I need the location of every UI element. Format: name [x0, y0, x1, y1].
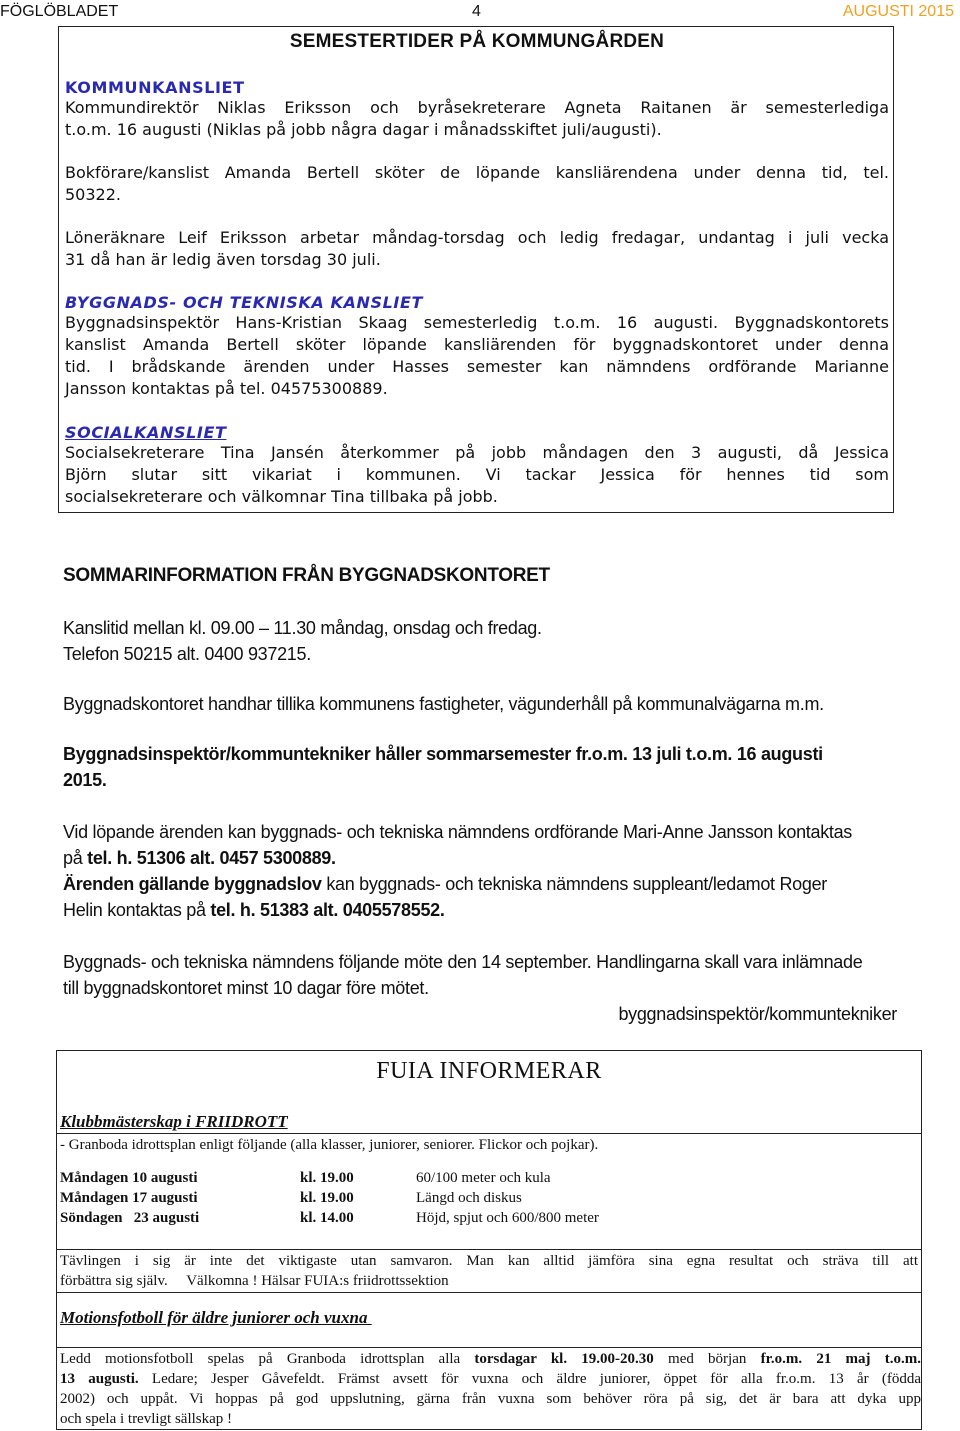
text-line [60, 1369, 921, 1389]
text-line: Vid löpande ärenden kan byggnads- och tekniska nämndens ordförande Mari-Anne Jansson kontaktas [63, 822, 852, 842]
schedule-time: kl. 19.00 [300, 1170, 354, 1186]
text-line: Byggnadsinspektör/kommuntekniker håller sommarsemester fr.o.m. 13 juli t.o.m. 16 augusti [63, 744, 823, 764]
contact-building-permit [63, 871, 895, 923]
text-span: Ledd motionsfotboll spelas på Granboda idrottsplan alla [60, 1351, 475, 1367]
text-line: Löneräknare Leif Eriksson arbetar måndag-torsdag och ledig fredagar, undantag i juli vecka [65, 228, 889, 247]
social-paragraph [65, 442, 889, 508]
deputy-phone: tel. h. 51383 alt. 0405578552. [210, 900, 445, 920]
text-line: Jansson kontaktas på tel. 04575300889. [65, 379, 388, 398]
office-hours: Kanslitid mellan kl. 09.00 – 11.30 måndag, onsdag och fredag. [63, 618, 542, 638]
property-note: Byggnadskontoret handhar tillika kommunens fastigheter, vägunderhåll på kommunalvägarna m.m. [63, 694, 824, 714]
text-span: Ledare; Jesper Gåvefeldt. Främst avsett för vuxna och äldre juniorer, öppet för alla fr.o.m. 13 år (födda [138, 1371, 921, 1387]
issue-date: AUGUSTI 2015 [842, 3, 954, 20]
schedule-events: Höjd, spjut och 600/800 meter [416, 1210, 599, 1226]
office-phone: Telefon 50215 alt. 0400 937215. [63, 644, 311, 664]
text-line: Kommundirektör Niklas Eriksson och byråsekreterare Agneta Raitanen är semesterlediga [65, 98, 889, 117]
summer-heading: SOMMARINFORMATION FRÅN BYGGNADSKONTORET [63, 565, 550, 586]
schedule-day: Söndagen 23 augusti [60, 1210, 200, 1226]
text-line: tid. I brådskande ärenden under Hasses semester kan nämndens ordförande Marianne [65, 357, 889, 376]
bygg-heading: BYGGNADS- OCH TEKNISKA KANSLIET [65, 293, 424, 312]
vacation-note [63, 741, 895, 793]
text-line: Socialsekreterare Tina Jansén återkommer på jobb måndagen den 3 augusti, då Jessica [65, 443, 889, 462]
schedule-time: kl. 19.00 [300, 1190, 354, 1206]
chair-phone: tel. h. 51306 alt. 0457 5300889. [87, 848, 336, 868]
kommunkansliet-paragraph-3 [65, 227, 889, 271]
text-line: till byggnadskontoret minst 10 dagar före mötet. [63, 978, 429, 998]
club-note [60, 1251, 918, 1291]
text-line: kanslist Amanda Bertell sköter löpande kansliärenden för byggnadskontoret under denna [65, 335, 889, 354]
football-heading [60, 1308, 372, 1329]
text-line: Tävlingen i sig är inte det viktigaste utan samvaron. Man kan alltid jämföra sina egna resultat och sträva till att [60, 1253, 918, 1269]
schedule-events: 60/100 meter och kula [416, 1170, 551, 1186]
text-line: Byggnadsinspektör Hans-Kristian Skaag semesterledig t.o.m. 16 augusti. Byggnadskontorets [65, 313, 889, 332]
text-line [63, 871, 895, 897]
football-paragraph [60, 1349, 921, 1429]
semestertider-box [58, 26, 894, 513]
social-heading: SOCIALKANSLIET [65, 423, 227, 442]
meeting-note [63, 949, 895, 1001]
football-heading-text: Motionsfotboll för äldre juniorer och vuxna [60, 1308, 372, 1327]
text-line: och spela i trevligt sällskap ! [60, 1411, 233, 1427]
text-line: 2015. [63, 770, 107, 790]
club-intro: - Granboda idrottsplan enligt följande (alla klasser, juniorer, seniorer. Flickor och pojkar). [60, 1137, 599, 1153]
fuia-title: FUIA INFORMERAR [376, 1058, 602, 1084]
summer-info-section [63, 563, 895, 1027]
text-span: med början [653, 1351, 761, 1367]
schedule-day: Måndagen 10 augusti [60, 1170, 198, 1186]
text-line: Bokförare/kanslist Amanda Bertell sköter de löpande kansliärendena under denna tid, tel. [65, 163, 889, 182]
text-span: kan byggnads- och tekniska nämndens suppleant/ledamot Roger [321, 874, 827, 894]
page-number: 4 [472, 3, 481, 20]
season-start: fr.o.m. 21 maj t.o.m. [760, 1351, 921, 1367]
training-time: torsdagar kl. 19.00-20.30 [474, 1351, 654, 1367]
publication-name: FÖGLÖBLADET [0, 3, 119, 20]
kommunkansliet-paragraph-2 [65, 162, 889, 206]
signature: byggnadsinspektör/kommuntekniker [618, 1004, 897, 1024]
text-line: Byggnads- och tekniska nämndens följande möte den 14 september. Handlingarna skall vara inlämnade [63, 952, 863, 972]
schedule-day: Måndagen 17 augusti [60, 1190, 198, 1206]
text-line: t.o.m. 16 augusti (Niklas på jobb några dagar i månadsskiftet juli/augusti). [65, 120, 662, 139]
text-line: 2002) och uppåt. Vi hoppas på god uppslutning, gärna från vuxna som behöver röra på sig, det är bara att dyka upp [60, 1391, 921, 1407]
schedule-table [60, 1168, 599, 1228]
schedule-time: kl. 14.00 [300, 1210, 354, 1226]
season-end: 13 augusti. [60, 1371, 139, 1387]
club-heading [60, 1112, 288, 1133]
text-line [63, 897, 895, 923]
bygg-paragraph [65, 312, 889, 400]
kommunkansliet-paragraph-1 [65, 97, 889, 141]
text-line: förbättra sig själv. Välkomna ! Hälsar FUIA:s friidrottssektion [60, 1273, 449, 1289]
semester-title: SEMESTERTIDER PÅ KOMMUNGÅRDEN [289, 31, 665, 52]
kommunkansliet-heading: KOMMUNKANSLIET [65, 78, 245, 97]
schedule-row [60, 1208, 599, 1228]
text-line: 50322. [65, 185, 121, 204]
text-line: Björn slutar sitt vikariat i kommunen. Vi tackar Jessica för hennes tid som [65, 465, 889, 484]
schedule-events: Längd och diskus [416, 1190, 522, 1206]
schedule-row [60, 1168, 599, 1188]
text-line [60, 1349, 921, 1369]
text-line: 31 då han är ledig även torsdag 30 juli. [65, 250, 381, 269]
text-line: socialsekreterare och välkomnar Tina tillbaka på jobb. [65, 487, 498, 506]
club-heading-text: Klubbmästerskap i FRIIDROTT [60, 1112, 288, 1131]
text-line [63, 845, 895, 871]
text-span: på [63, 848, 88, 868]
page-header [0, 3, 960, 25]
text-span: Helin kontaktas på [63, 900, 211, 920]
building-permit-label: Ärenden gällande byggnadslov [63, 874, 322, 894]
schedule-row [60, 1188, 599, 1208]
fuia-box [56, 1050, 922, 1430]
contact-chair [63, 819, 895, 871]
